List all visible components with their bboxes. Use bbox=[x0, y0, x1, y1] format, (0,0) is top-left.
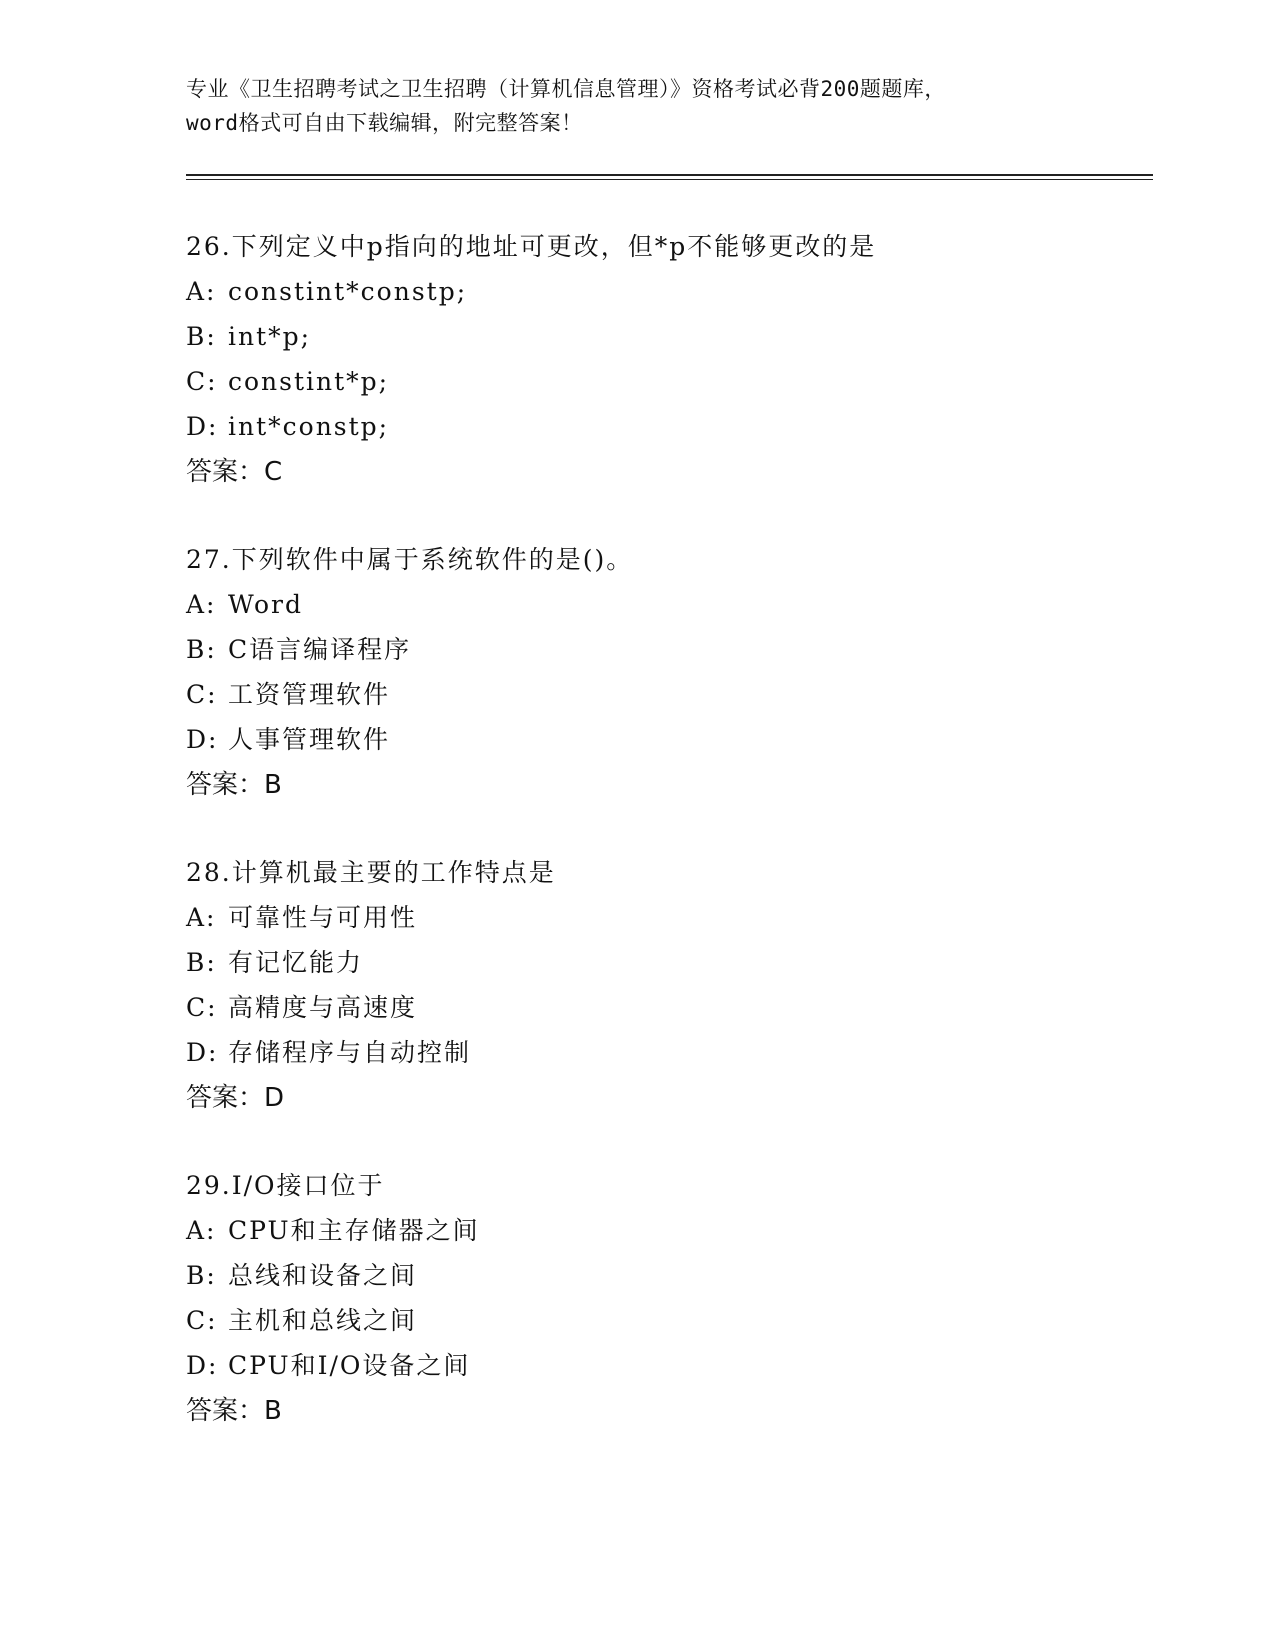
question-list bbox=[186, 232, 1156, 1426]
option-letter: B: bbox=[186, 322, 217, 351]
option-d bbox=[186, 1351, 1156, 1396]
document-header bbox=[186, 72, 1156, 140]
answer-value: B bbox=[264, 770, 282, 800]
option-text: 存储程序与自动控制 bbox=[228, 1038, 472, 1067]
answer-line bbox=[186, 770, 1156, 800]
answer-line bbox=[186, 457, 1156, 487]
option-letter: C: bbox=[186, 1306, 218, 1335]
question-title: 26.下列定义中p指向的地址可更改，但*p不能够更改的是 bbox=[186, 232, 877, 261]
option-text: 主机和总线之间 bbox=[228, 1306, 418, 1335]
option-text: 有记忆能力 bbox=[228, 948, 364, 977]
answer-line bbox=[186, 1083, 1156, 1113]
option-text: 人事管理软件 bbox=[228, 725, 391, 754]
option-a bbox=[186, 277, 1156, 322]
option-a bbox=[186, 1216, 1156, 1261]
option-letter: D: bbox=[186, 1038, 219, 1067]
document-page bbox=[186, 72, 1156, 1484]
question-29 bbox=[186, 1171, 1156, 1426]
option-letter: B: bbox=[186, 948, 217, 977]
option-text: constint*constp; bbox=[228, 277, 468, 306]
option-c bbox=[186, 993, 1156, 1038]
option-text: 总线和设备之间 bbox=[228, 1261, 418, 1290]
option-b bbox=[186, 322, 1156, 367]
option-text: C语言编译程序 bbox=[228, 635, 412, 664]
option-text: constint*p; bbox=[228, 367, 390, 396]
option-a bbox=[186, 903, 1156, 948]
option-letter: D: bbox=[186, 1351, 219, 1380]
option-letter: C: bbox=[186, 993, 218, 1022]
option-letter: A: bbox=[186, 1216, 217, 1245]
option-text: 工资管理软件 bbox=[228, 680, 391, 709]
option-text: Word bbox=[228, 590, 304, 619]
question-title: 28.计算机最主要的工作特点是 bbox=[186, 858, 556, 887]
question-title: 27.下列软件中属于系统软件的是()。 bbox=[186, 545, 634, 574]
question-title: 29.I/O接口位于 bbox=[186, 1171, 385, 1200]
option-b bbox=[186, 1261, 1156, 1306]
option-letter: B: bbox=[186, 635, 217, 664]
option-c bbox=[186, 367, 1156, 412]
option-b bbox=[186, 948, 1156, 993]
option-text: 可靠性与可用性 bbox=[228, 903, 418, 932]
question-27 bbox=[186, 545, 1156, 800]
option-letter: C: bbox=[186, 680, 218, 709]
option-d bbox=[186, 725, 1156, 770]
question-26 bbox=[186, 232, 1156, 487]
option-text: int*constp; bbox=[228, 412, 390, 441]
option-text: CPU和I/O设备之间 bbox=[228, 1351, 471, 1380]
option-text: CPU和主存储器之间 bbox=[228, 1216, 480, 1245]
option-letter: B: bbox=[186, 1261, 217, 1290]
answer-prefix: 答案： bbox=[186, 457, 265, 487]
header-divider bbox=[186, 174, 1153, 180]
answer-value: D bbox=[264, 1083, 285, 1113]
option-letter: A: bbox=[186, 590, 217, 619]
option-text: 高精度与高速度 bbox=[228, 993, 418, 1022]
option-d bbox=[186, 412, 1156, 457]
question-28 bbox=[186, 858, 1156, 1113]
option-letter: D: bbox=[186, 725, 219, 754]
option-letter: D: bbox=[186, 412, 219, 441]
option-c bbox=[186, 680, 1156, 725]
answer-prefix: 答案： bbox=[186, 770, 265, 800]
answer-prefix: 答案： bbox=[186, 1083, 265, 1113]
option-text: int*p; bbox=[228, 322, 312, 351]
option-letter: A: bbox=[186, 903, 217, 932]
header-line-2: word格式可自由下载编辑，附完整答案！ bbox=[186, 111, 583, 135]
option-letter: A: bbox=[186, 277, 217, 306]
header-line-1: 专业《卫生招聘考试之卫生招聘（计算机信息管理）》资格考试必背200题题库， bbox=[186, 77, 946, 101]
answer-value: C bbox=[264, 457, 283, 487]
option-b bbox=[186, 635, 1156, 680]
option-d bbox=[186, 1038, 1156, 1083]
option-letter: C: bbox=[186, 367, 218, 396]
answer-line bbox=[186, 1396, 1156, 1426]
option-a bbox=[186, 590, 1156, 635]
answer-prefix: 答案： bbox=[186, 1396, 265, 1426]
option-c bbox=[186, 1306, 1156, 1351]
answer-value: B bbox=[264, 1396, 282, 1426]
